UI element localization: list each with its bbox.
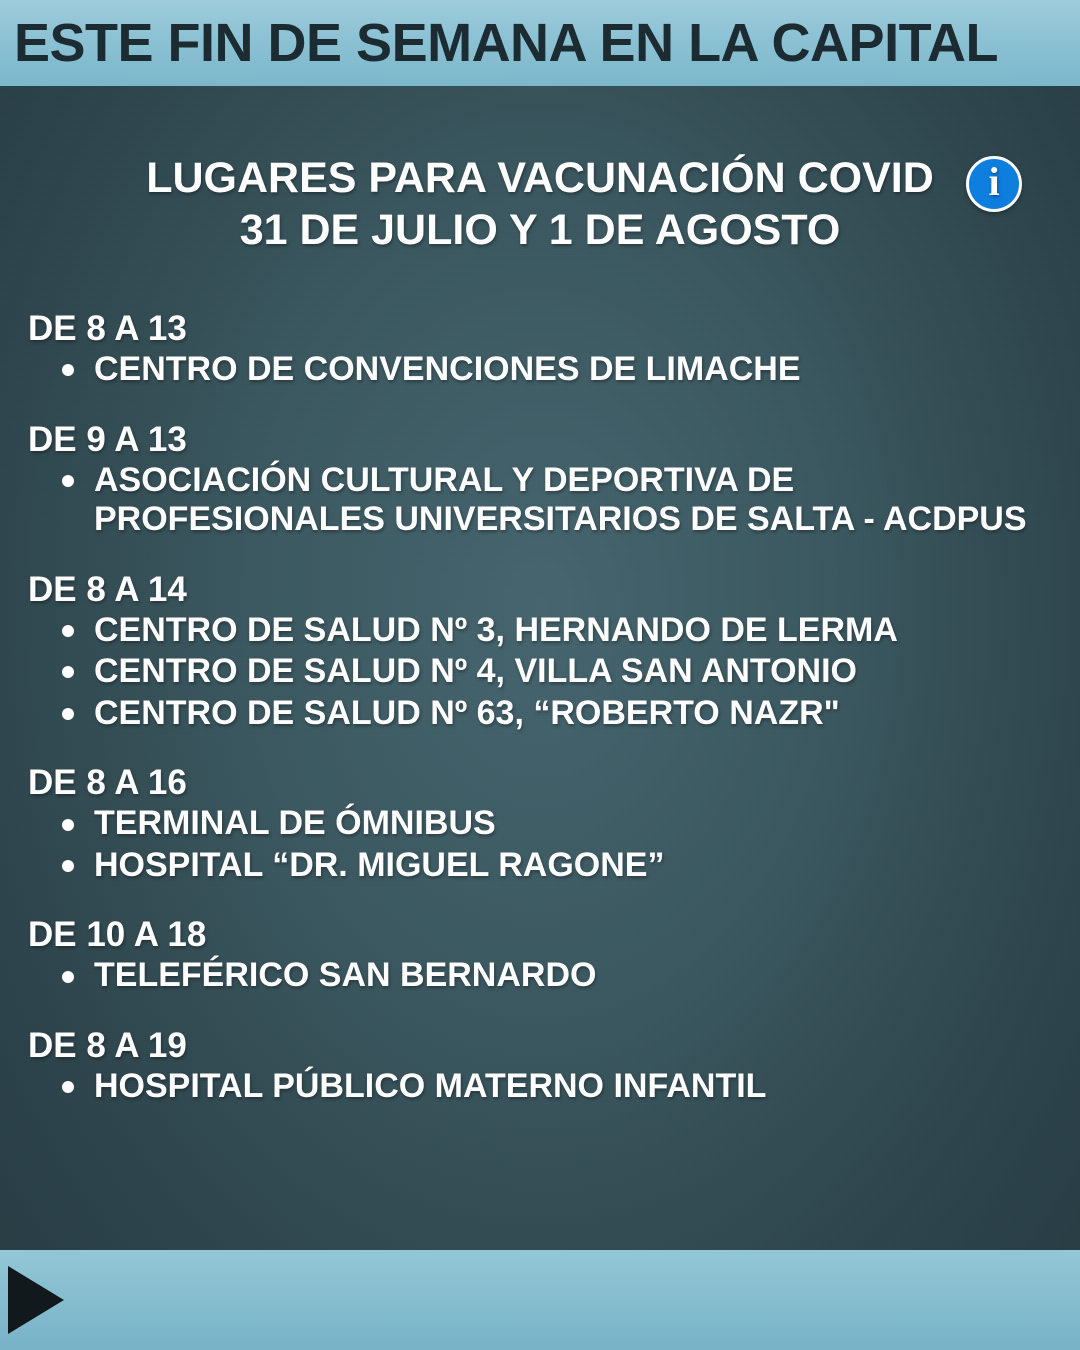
bullet-icon — [62, 860, 74, 872]
place-list — [28, 350, 1054, 389]
bullet-icon — [62, 666, 74, 678]
main-content — [0, 86, 1080, 1250]
bullet-icon — [62, 364, 74, 376]
list-item — [58, 846, 1054, 885]
list-item — [58, 1067, 1054, 1106]
place-label: CENTRO DE SALUD Nº 3, HERNANDO DE LERMA — [94, 610, 898, 649]
page-title — [0, 152, 1080, 257]
place-label: HOSPITAL PÚBLICO MATERNO INFANTIL — [94, 1066, 767, 1105]
list-item — [58, 694, 1054, 733]
schedule-block — [28, 1026, 1054, 1107]
place-label: CENTRO DE CONVENCIONES DE LIMACHE — [94, 350, 801, 389]
place-label: TERMINAL DE ÓMNIBUS — [94, 804, 496, 843]
schedule-block — [28, 763, 1054, 885]
play-arrow-icon[interactable] — [8, 1266, 64, 1334]
list-item — [58, 611, 1054, 650]
list-item — [58, 461, 1054, 540]
place-list — [28, 1067, 1054, 1106]
bullet-icon — [62, 708, 74, 720]
bottom-banner — [0, 1250, 1080, 1350]
schedule-time: DE 8 A 19 — [28, 1025, 187, 1065]
list-item — [58, 804, 1054, 843]
schedule-list — [0, 309, 1080, 1107]
top-banner — [0, 0, 1080, 86]
place-list — [28, 461, 1054, 540]
place-list — [28, 956, 1054, 995]
schedule-block — [28, 309, 1054, 390]
schedule-time: DE 8 A 16 — [28, 763, 187, 803]
schedule-block — [28, 420, 1054, 540]
list-item — [58, 652, 1054, 691]
schedule-time: DE 9 A 13 — [28, 419, 187, 459]
place-list — [28, 611, 1054, 733]
bullet-icon — [62, 971, 74, 983]
top-banner-text: ESTE FIN DE SEMANA EN LA CAPITAL — [14, 13, 999, 73]
info-icon-glyph: i — [988, 159, 1000, 204]
list-item — [58, 350, 1054, 389]
schedule-block — [28, 570, 1054, 734]
schedule-block — [28, 915, 1054, 996]
list-item — [58, 956, 1054, 995]
schedule-time: DE 8 A 13 — [28, 308, 187, 348]
place-label: ASOCIACIÓN CULTURAL Y DEPORTIVA DE PROFESIONALES UNIVERSITARIOS DE SALTA - ACDPUS — [94, 460, 1027, 539]
schedule-time: DE 8 A 14 — [28, 569, 187, 609]
place-list — [28, 804, 1054, 885]
schedule-time: DE 10 A 18 — [28, 915, 207, 955]
place-label: CENTRO DE SALUD Nº 63, “ROBERTO NAZR" — [94, 693, 840, 732]
place-label: TELEFÉRICO SAN BERNARDO — [94, 956, 597, 995]
info-icon[interactable] — [966, 156, 1022, 212]
page-title-line2: 31 DE JULIO Y 1 DE AGOSTO — [239, 206, 841, 255]
bullet-icon — [62, 475, 74, 487]
page-title-line1: LUGARES PARA VACUNACIÓN COVID — [146, 154, 934, 202]
bullet-icon — [62, 1081, 74, 1093]
place-label: CENTRO DE SALUD Nº 4, VILLA SAN ANTONIO — [94, 652, 857, 691]
bullet-icon — [62, 625, 74, 637]
place-label: HOSPITAL “DR. MIGUEL RAGONE” — [94, 845, 665, 884]
bullet-icon — [62, 819, 74, 831]
